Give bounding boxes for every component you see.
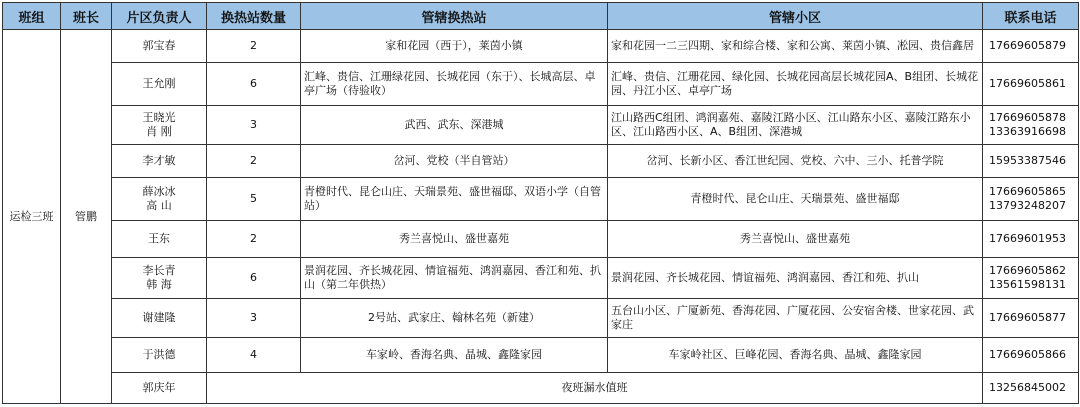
header-station-count: 换热站数量 bbox=[207, 3, 301, 30]
leader-cell: 管鹏 bbox=[61, 30, 112, 404]
person-cell: 王东 bbox=[112, 221, 207, 258]
communities-cell: 五台山小区、广厦新苑、香海花园、广厦花园、公安宿舍楼、世家花园、武家庄 bbox=[608, 299, 983, 338]
count-cell: 5 bbox=[207, 178, 301, 221]
phone-cell: 17669605879 bbox=[983, 30, 1079, 63]
phone-cell: 15953387546 bbox=[983, 145, 1079, 178]
count-cell: 2 bbox=[207, 30, 301, 63]
count-cell: 2 bbox=[207, 145, 301, 178]
phone-cell: 17669605877 bbox=[983, 299, 1079, 338]
table-row bbox=[3, 63, 1079, 106]
phone-cell: 17669601953 bbox=[983, 221, 1079, 258]
duty-table bbox=[2, 2, 1079, 404]
stations-cell: 秀兰喜悦山、盛世嘉苑 bbox=[301, 221, 608, 258]
count-cell: 3 bbox=[207, 106, 301, 145]
table-row bbox=[3, 145, 1079, 178]
count-cell: 6 bbox=[207, 63, 301, 106]
header-leader: 班长 bbox=[61, 3, 112, 30]
person-cell: 于洪德 bbox=[112, 338, 207, 373]
table-row bbox=[3, 30, 1079, 63]
communities-cell: 秀兰喜悦山、盛世嘉苑 bbox=[608, 221, 983, 258]
header-area-manager: 片区负责人 bbox=[112, 3, 207, 30]
phone-cell: 17669605878 13363916698 bbox=[983, 106, 1079, 145]
header-row bbox=[3, 3, 1079, 30]
table-row bbox=[3, 373, 1079, 404]
header-stations: 管辖换热站 bbox=[301, 3, 608, 30]
stations-cell: 2号站、武家庄、翰林名苑（新建） bbox=[301, 299, 608, 338]
count-cell: 4 bbox=[207, 338, 301, 373]
team-cell: 运检三班 bbox=[3, 30, 61, 404]
stations-cell: 汇峰、贵信、江珊绿花园、长城花园（东于）、长城高层、卓亭广场（待验收） bbox=[301, 63, 608, 106]
header-communities: 管辖小区 bbox=[608, 3, 983, 30]
phone-cell: 17669605866 bbox=[983, 338, 1079, 373]
stations-cell: 景润花园、齐长城花园、情谊福苑、鸿润嘉园、香江和苑、扒山（第二年供热） bbox=[301, 258, 608, 299]
count-cell: 6 bbox=[207, 258, 301, 299]
phone-cell: 17669605862 13561598131 bbox=[983, 258, 1079, 299]
communities-cell: 岔河、长新小区、香江世纪园、党校、六中、三小、托普学院 bbox=[608, 145, 983, 178]
duty-cell: 夜班漏水值班 bbox=[207, 373, 983, 404]
table-row bbox=[3, 178, 1079, 221]
header-team: 班组 bbox=[3, 3, 61, 30]
person-cell: 李长青 韩 海 bbox=[112, 258, 207, 299]
stations-cell: 家和花园（西于），莱茵小镇 bbox=[301, 30, 608, 63]
person-cell: 郭庆年 bbox=[112, 373, 207, 404]
phone-cell: 17669605865 13793248207 bbox=[983, 178, 1079, 221]
header-phone: 联系电话 bbox=[983, 3, 1079, 30]
table-row bbox=[3, 258, 1079, 299]
phone-cell: 13256845002 bbox=[983, 373, 1079, 404]
communities-cell: 江山路西C组团、鸿润嘉苑、嘉陵江路小区、江山路东小区、嘉陵江路东小区、江山路西小区、A、B组团、深港城 bbox=[608, 106, 983, 145]
table-row bbox=[3, 221, 1079, 258]
communities-cell: 家和花园一二三四期、家和综合楼、家和公寓、莱茵小镇、凇园、贵信鑫居 bbox=[608, 30, 983, 63]
communities-cell: 青橙时代、昆仑山庄、天瑞景苑、盛世福邸 bbox=[608, 178, 983, 221]
stations-cell: 青橙时代、昆仑山庄、天瑞景苑、盛世福邸、双语小学（自管站） bbox=[301, 178, 608, 221]
person-cell: 王晓光 肖 刚 bbox=[112, 106, 207, 145]
person-cell: 谢建隆 bbox=[112, 299, 207, 338]
person-cell: 薛冰冰 高 山 bbox=[112, 178, 207, 221]
table-row bbox=[3, 338, 1079, 373]
communities-cell: 景润花园、齐长城花园、情谊福苑、鸿润嘉园、香江和苑、扒山 bbox=[608, 258, 983, 299]
person-cell: 李才敏 bbox=[112, 145, 207, 178]
communities-cell: 汇峰、贵信、江珊花园、绿化园、长城花园高层长城花园A、B组团、长城花园、丹江小区、卓亭广场 bbox=[608, 63, 983, 106]
communities-cell: 车家岭社区、巨峰花园、香海名典、晶城、鑫隆家园 bbox=[608, 338, 983, 373]
table-row bbox=[3, 299, 1079, 338]
stations-cell: 武西、武东、深港城 bbox=[301, 106, 608, 145]
person-cell: 郭宝春 bbox=[112, 30, 207, 63]
stations-cell: 车家岭、香海名典、晶城、鑫隆家园 bbox=[301, 338, 608, 373]
table-row bbox=[3, 106, 1079, 145]
phone-cell: 17669605861 bbox=[983, 63, 1079, 106]
stations-cell: 岔河、党校（半自管站） bbox=[301, 145, 608, 178]
count-cell: 3 bbox=[207, 299, 301, 338]
count-cell: 2 bbox=[207, 221, 301, 258]
person-cell: 王允刚 bbox=[112, 63, 207, 106]
